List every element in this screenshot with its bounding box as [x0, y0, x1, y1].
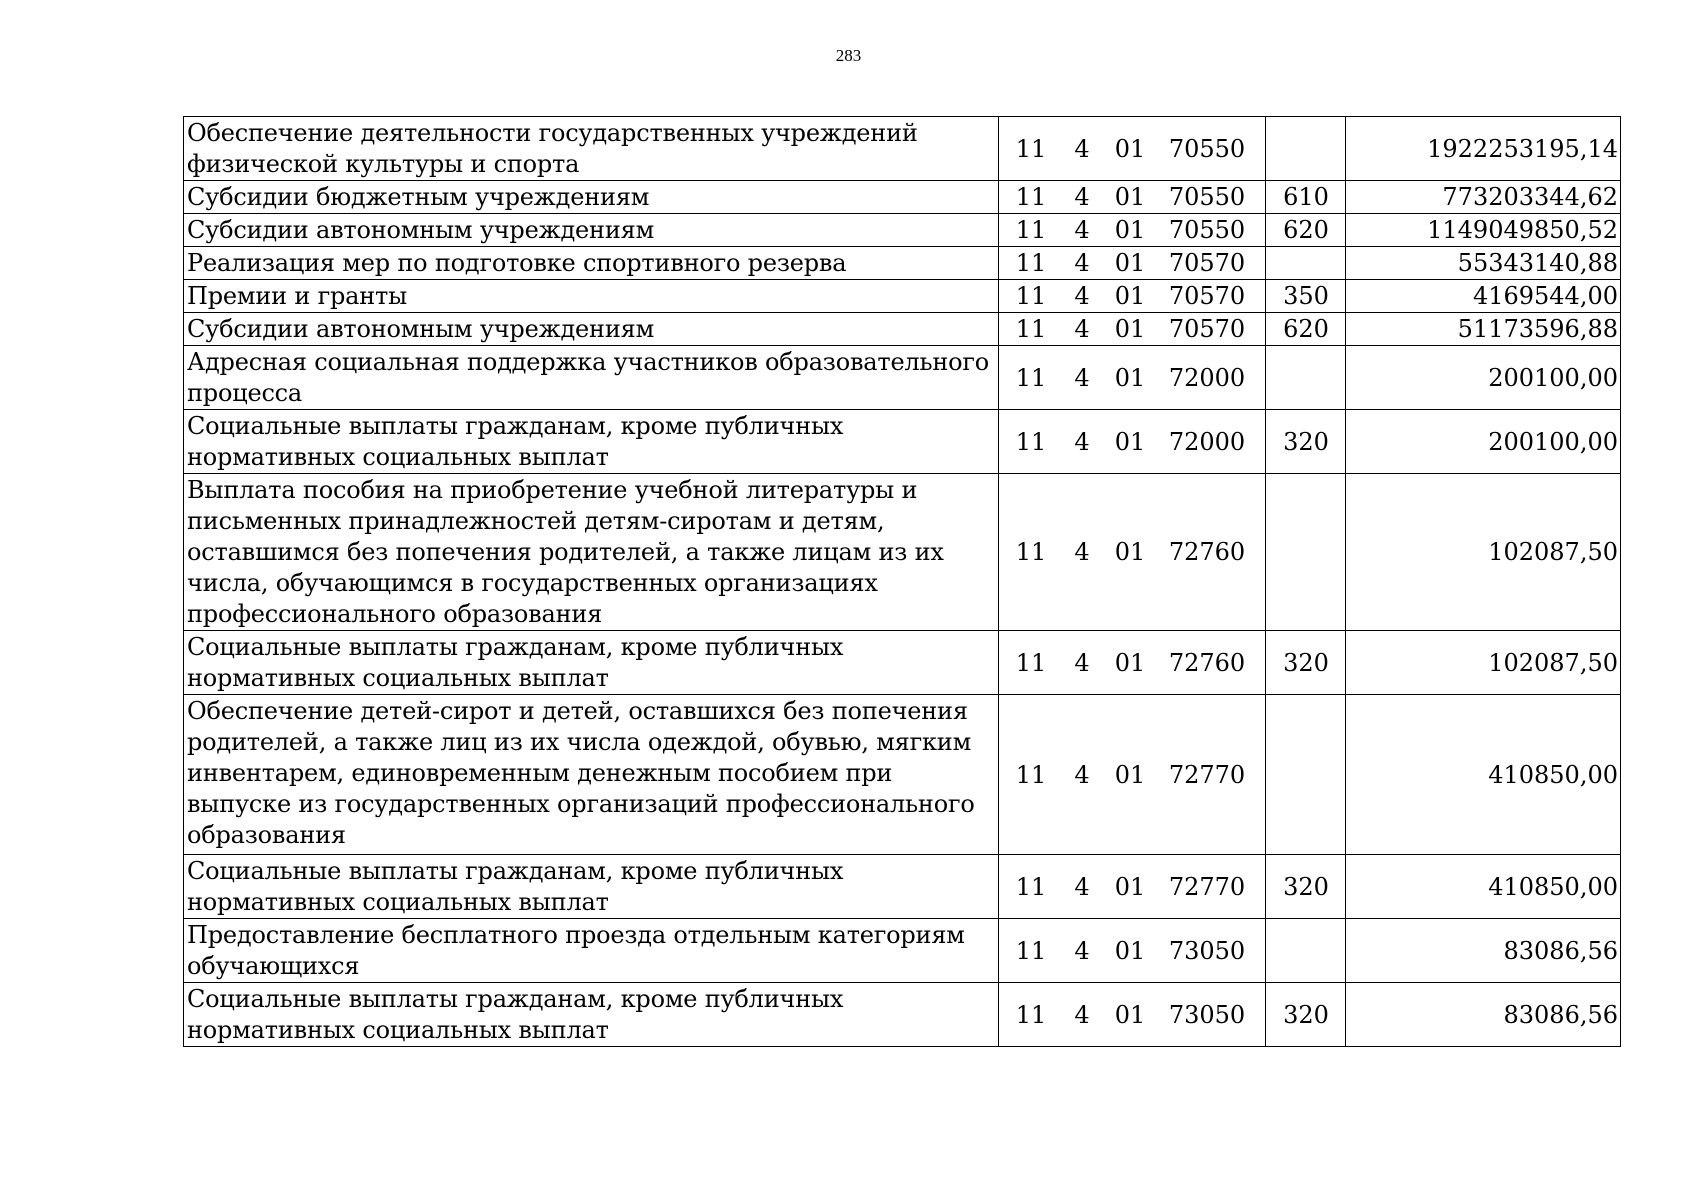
table-row — [184, 181, 1621, 214]
row-codes — [999, 631, 1266, 695]
row-codes — [999, 346, 1266, 410]
section-code: 11 — [1015, 282, 1047, 310]
direction-code: 72000 — [1168, 363, 1246, 392]
row-codes — [999, 181, 1266, 214]
direction-code: 70550 — [1168, 183, 1246, 211]
budget-table-body — [184, 117, 1621, 1047]
row-codes — [999, 695, 1266, 855]
direction-code: 70570 — [1168, 249, 1246, 277]
section-code: 11 — [1015, 427, 1047, 456]
expense-type-code — [1266, 695, 1346, 855]
table-row — [184, 280, 1621, 313]
row-codes — [999, 474, 1266, 631]
amount: 83086,56 — [1346, 983, 1621, 1047]
subprogram-code: 01 — [1114, 249, 1146, 277]
subprogram-code: 01 — [1114, 134, 1146, 163]
amount: 773203344,62 — [1346, 181, 1621, 214]
direction-code: 73050 — [1168, 936, 1246, 965]
row-description: Обеспечение детей-сирот и детей, оставшихся без попечения родителей, а также лиц из их числа одеждой, обувью, мягким инвентарем, единовременным денежным пособием при выпуске из государственных организаций профессионального образования — [184, 695, 999, 855]
expense-type-code — [1266, 247, 1346, 280]
subprogram-code: 01 — [1114, 315, 1146, 343]
row-description: Выплата пособия на приобретение учебной литературы и письменных принадлежностей детям-сиротам и детям, оставшимся без попечения родителей, а также лицам из их числа, обучающимся в государственных организациях профессионального образования — [184, 474, 999, 631]
row-description: Субсидии бюджетным учреждениям — [184, 181, 999, 214]
section-code: 11 — [1015, 1000, 1047, 1029]
expense-type-code — [1266, 117, 1346, 181]
program-code: 4 — [1074, 315, 1090, 343]
section-code: 11 — [1015, 872, 1047, 901]
row-description: Реализация мер по подготовке спортивного резерва — [184, 247, 999, 280]
amount: 51173596,88 — [1346, 313, 1621, 346]
direction-code: 72770 — [1168, 872, 1246, 901]
amount: 410850,00 — [1346, 695, 1621, 855]
table-row — [184, 214, 1621, 247]
row-description: Премии и гранты — [184, 280, 999, 313]
row-description: Субсидии автономным учреждениям — [184, 214, 999, 247]
program-code: 4 — [1074, 183, 1090, 211]
amount: 1922253195,14 — [1346, 117, 1621, 181]
direction-code: 70550 — [1168, 216, 1246, 244]
amount: 200100,00 — [1346, 410, 1621, 474]
program-code: 4 — [1074, 760, 1090, 789]
expense-type-code: 320 — [1266, 855, 1346, 919]
direction-code: 70570 — [1168, 282, 1246, 310]
row-codes — [999, 410, 1266, 474]
row-description: Социальные выплаты гражданам, кроме публичных нормативных социальных выплат — [184, 855, 999, 919]
expense-type-code: 320 — [1266, 631, 1346, 695]
table-row — [184, 313, 1621, 346]
row-description: Адресная социальная поддержка участников образовательного процесса — [184, 346, 999, 410]
amount: 55343140,88 — [1346, 247, 1621, 280]
program-code: 4 — [1074, 282, 1090, 310]
program-code: 4 — [1074, 1000, 1090, 1029]
subprogram-code: 01 — [1114, 1000, 1146, 1029]
amount: 4169544,00 — [1346, 280, 1621, 313]
direction-code: 70570 — [1168, 315, 1246, 343]
table-row — [184, 474, 1621, 631]
subprogram-code: 01 — [1114, 872, 1146, 901]
program-code: 4 — [1074, 648, 1090, 677]
row-description: Субсидии автономным учреждениям — [184, 313, 999, 346]
direction-code: 73050 — [1168, 1000, 1246, 1029]
table-row — [184, 117, 1621, 181]
program-code: 4 — [1074, 216, 1090, 244]
direction-code: 72000 — [1168, 427, 1246, 456]
row-codes — [999, 919, 1266, 983]
direction-code: 70550 — [1168, 134, 1246, 163]
program-code: 4 — [1074, 538, 1090, 566]
amount: 1149049850,52 — [1346, 214, 1621, 247]
section-code: 11 — [1015, 315, 1047, 343]
expense-type-code — [1266, 919, 1346, 983]
table-row — [184, 631, 1621, 695]
subprogram-code: 01 — [1114, 363, 1146, 392]
expense-type-code: 620 — [1266, 214, 1346, 247]
direction-code: 72760 — [1168, 538, 1246, 566]
row-description: Социальные выплаты гражданам, кроме публичных нормативных социальных выплат — [184, 983, 999, 1047]
subprogram-code: 01 — [1114, 936, 1146, 965]
budget-table — [183, 116, 1621, 1047]
section-code: 11 — [1015, 249, 1047, 277]
subprogram-code: 01 — [1114, 760, 1146, 789]
amount: 102087,50 — [1346, 631, 1621, 695]
section-code: 11 — [1015, 363, 1047, 392]
program-code: 4 — [1074, 134, 1090, 163]
section-code: 11 — [1015, 760, 1047, 789]
subprogram-code: 01 — [1114, 216, 1146, 244]
row-codes — [999, 983, 1266, 1047]
expense-type-code — [1266, 474, 1346, 631]
section-code: 11 — [1015, 183, 1047, 211]
subprogram-code: 01 — [1114, 427, 1146, 456]
section-code: 11 — [1015, 216, 1047, 244]
subprogram-code: 01 — [1114, 183, 1146, 211]
section-code: 11 — [1015, 648, 1047, 677]
table-row — [184, 346, 1621, 410]
row-description: Социальные выплаты гражданам, кроме публичных нормативных социальных выплат — [184, 410, 999, 474]
amount: 200100,00 — [1346, 346, 1621, 410]
direction-code: 72760 — [1168, 648, 1246, 677]
program-code: 4 — [1074, 363, 1090, 392]
row-description: Предоставление бесплатного проезда отдельным категориям обучающихся — [184, 919, 999, 983]
program-code: 4 — [1074, 427, 1090, 456]
program-code: 4 — [1074, 249, 1090, 277]
expense-type-code — [1266, 346, 1346, 410]
amount: 410850,00 — [1346, 855, 1621, 919]
expense-type-code: 620 — [1266, 313, 1346, 346]
section-code: 11 — [1015, 936, 1047, 965]
row-codes — [999, 313, 1266, 346]
expense-type-code: 610 — [1266, 181, 1346, 214]
subprogram-code: 01 — [1114, 648, 1146, 677]
amount: 83086,56 — [1346, 919, 1621, 983]
table-row — [184, 695, 1621, 855]
program-code: 4 — [1074, 936, 1090, 965]
row-codes — [999, 280, 1266, 313]
table-row — [184, 919, 1621, 983]
section-code: 11 — [1015, 538, 1047, 566]
subprogram-code: 01 — [1114, 282, 1146, 310]
row-description: Обеспечение деятельности государственных учреждений физической культуры и спорта — [184, 117, 999, 181]
page-number: 283 — [835, 46, 862, 65]
expense-type-code: 350 — [1266, 280, 1346, 313]
expense-type-code: 320 — [1266, 983, 1346, 1047]
section-code: 11 — [1015, 134, 1047, 163]
row-codes — [999, 214, 1266, 247]
expense-type-code: 320 — [1266, 410, 1346, 474]
table-row — [184, 410, 1621, 474]
row-codes — [999, 247, 1266, 280]
table-row — [184, 983, 1621, 1047]
amount: 102087,50 — [1346, 474, 1621, 631]
subprogram-code: 01 — [1114, 538, 1146, 566]
program-code: 4 — [1074, 872, 1090, 901]
table-row — [184, 855, 1621, 919]
row-codes — [999, 855, 1266, 919]
table-row — [184, 247, 1621, 280]
row-codes — [999, 117, 1266, 181]
row-description: Социальные выплаты гражданам, кроме публичных нормативных социальных выплат — [184, 631, 999, 695]
direction-code: 72770 — [1168, 760, 1246, 789]
